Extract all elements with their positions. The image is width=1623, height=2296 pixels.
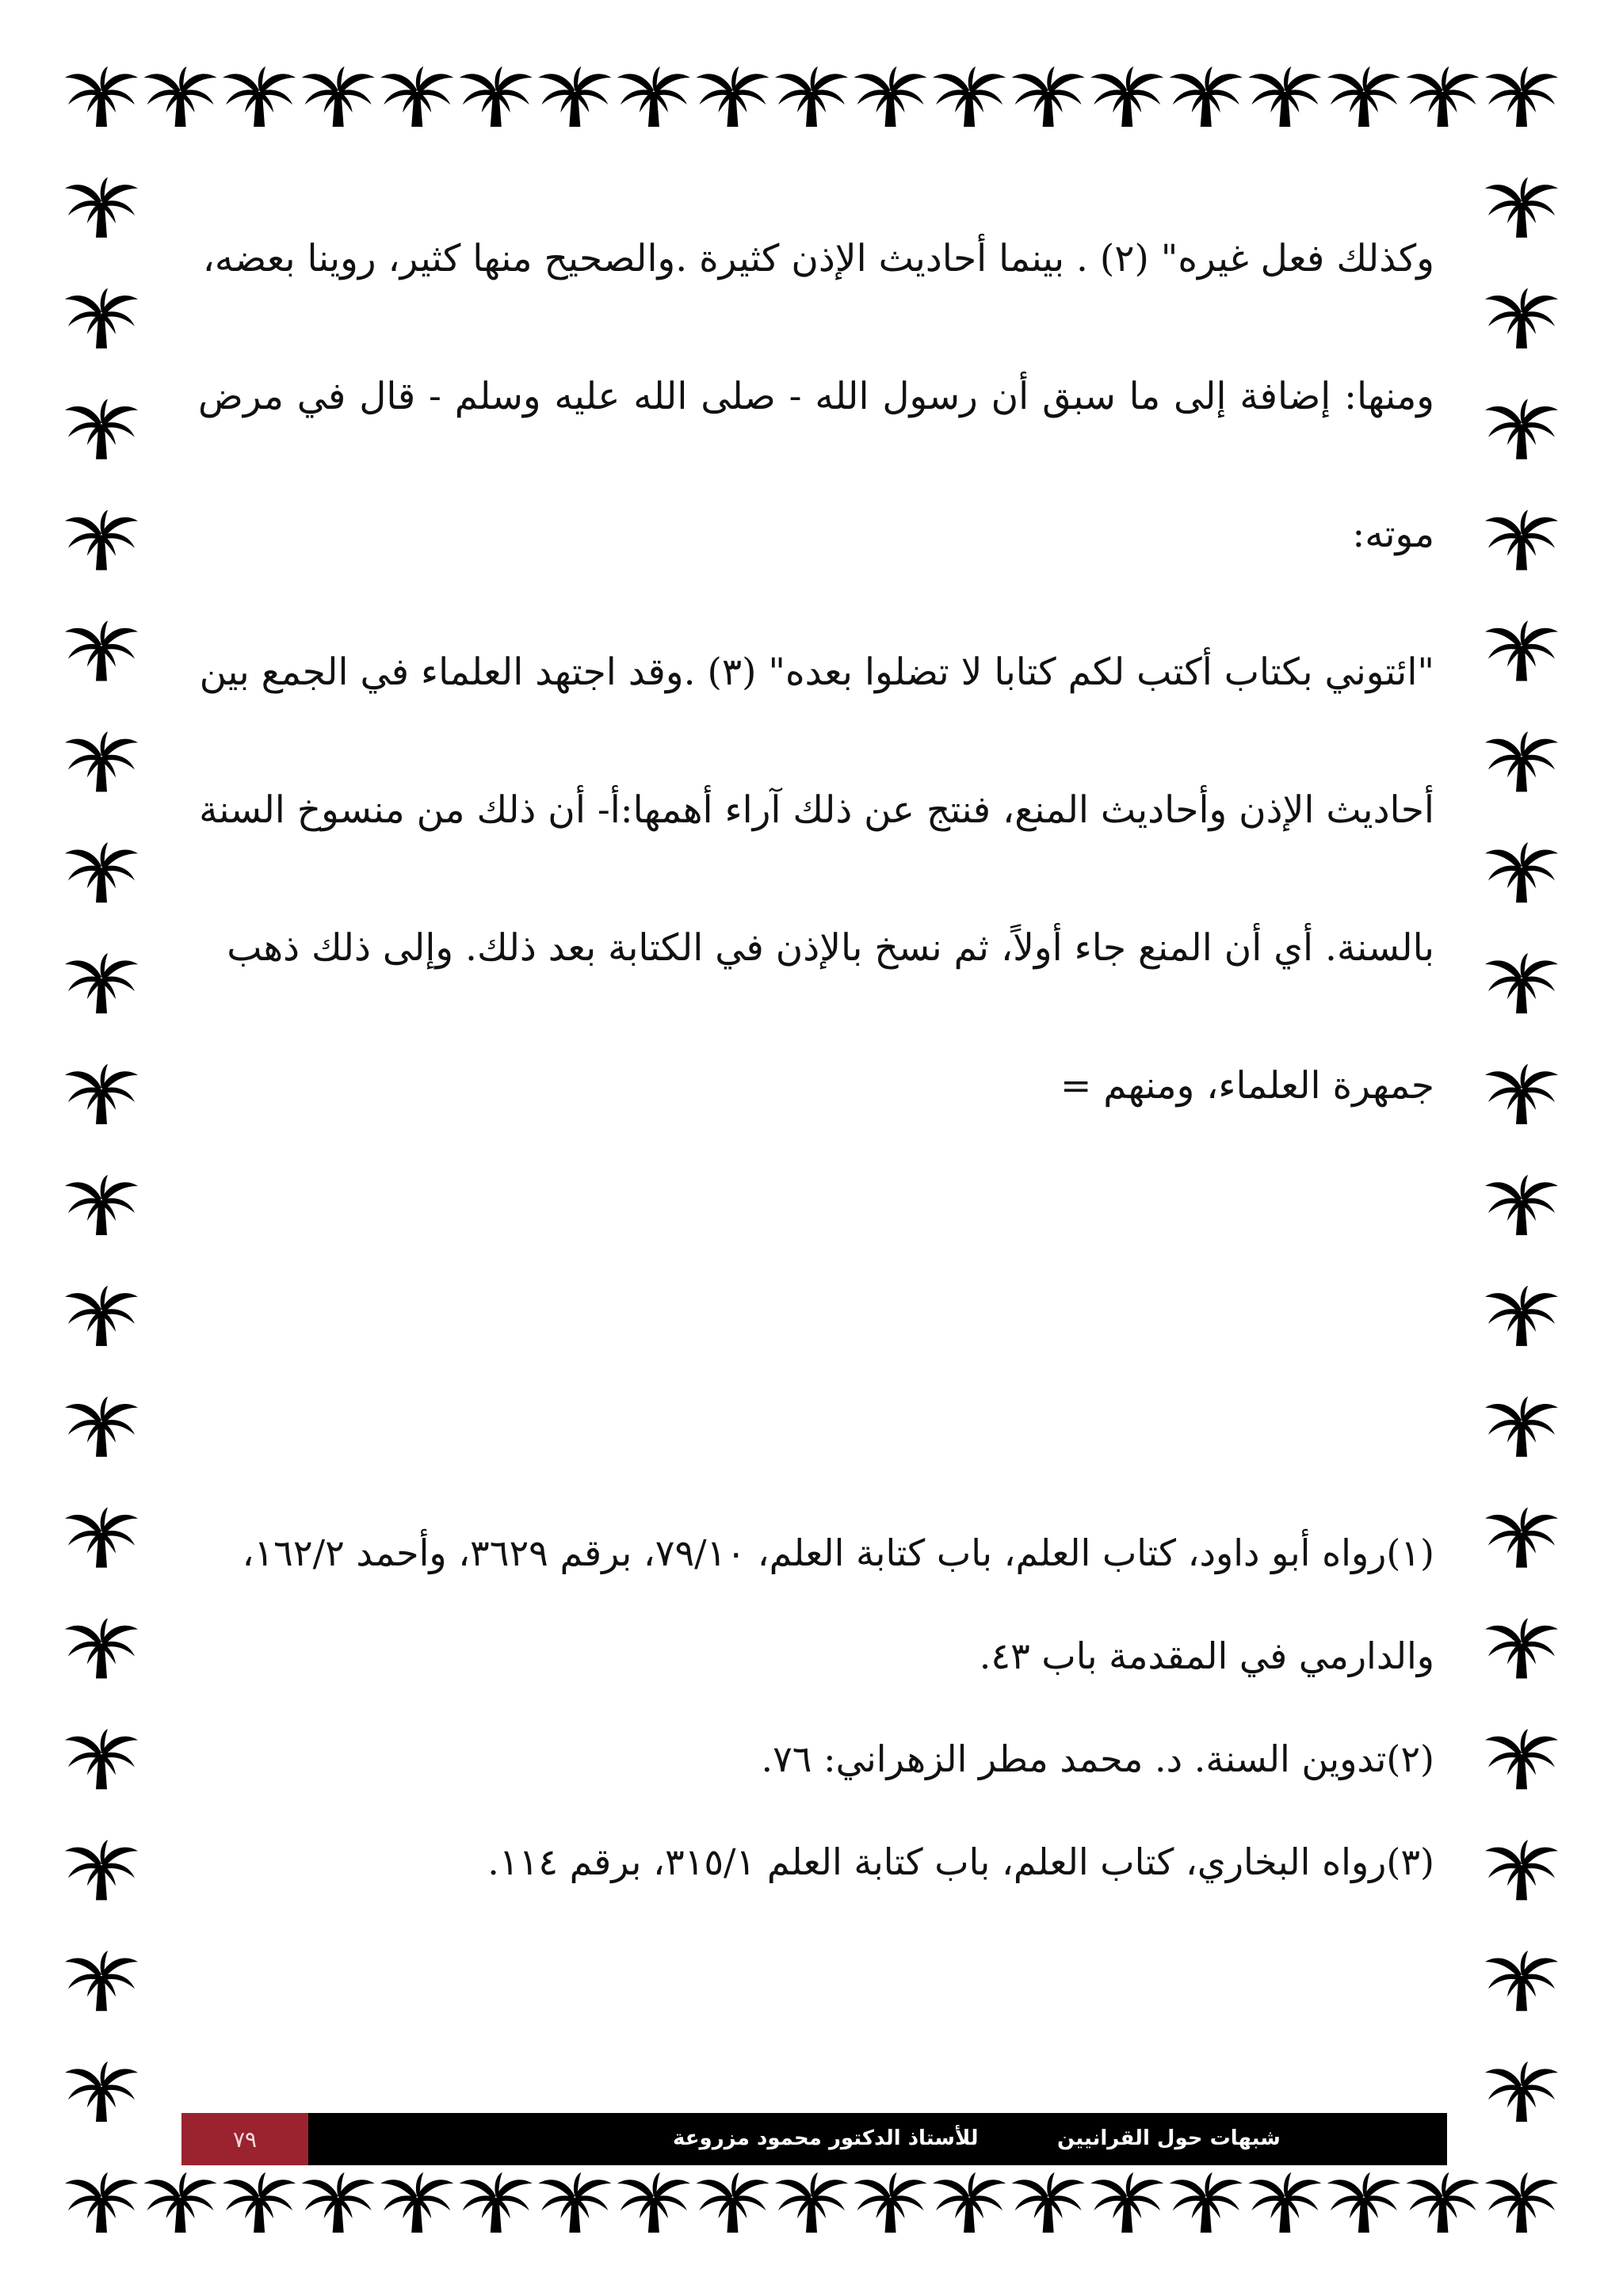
palm-tree-icon xyxy=(223,67,296,127)
body-line: بالسنة. أي أن المنع جاء أولاً، ثم نسخ بالإذن في الكتابة بعد ذلك. وإلى ذلك ذهب xyxy=(227,926,1434,970)
palm-tree-icon xyxy=(1406,2172,1479,2233)
palm-tree-icon xyxy=(1090,67,1163,127)
palm-tree-icon xyxy=(1485,1064,1558,1124)
body-line: أحاديث الإذن وأحاديث المنع، فنتج عن ذلك آراء أهمها:أ- أن ذلك من منسوخ السنة xyxy=(199,788,1434,832)
palm-tree-icon xyxy=(1485,177,1558,238)
palm-tree-icon xyxy=(1485,510,1558,570)
palm-tree-icon xyxy=(1485,1951,1558,2011)
palm-tree-icon xyxy=(933,67,1006,127)
palm-tree-icon xyxy=(380,2172,453,2233)
palm-tree-icon xyxy=(1012,67,1085,127)
palm-tree-icon xyxy=(65,399,138,460)
body-line: وكذلك فعل غيره" (٢) . بينما أحاديث الإذن كثيرة .والصحيح منها كثير، روينا بعضه، xyxy=(202,237,1434,280)
footnote-line: (١)رواه أبو داود، كتاب العلم، باب كتابة العلم، ٧٩/١٠، برقم ٣٦٢٩، وأحمد ١٦٢/٢، xyxy=(242,1531,1434,1574)
palm-tree-icon xyxy=(65,1729,138,1789)
palm-tree-icon xyxy=(775,67,848,127)
palm-tree-icon xyxy=(1485,953,1558,1013)
palm-tree-icon xyxy=(1485,1840,1558,1900)
palm-tree-icon xyxy=(144,67,217,127)
palm-tree-icon xyxy=(617,67,690,127)
palm-tree-icon xyxy=(302,67,375,127)
palm-tree-icon xyxy=(65,2172,138,2233)
palm-tree-icon xyxy=(65,288,138,349)
palm-tree-icon xyxy=(1485,1397,1558,1457)
palm-tree-icon xyxy=(460,67,533,127)
palm-tree-icon xyxy=(65,1397,138,1457)
footnote-line: (٣)رواه البخاري، كتاب العلم، باب كتابة العلم ٣١٥/١، برقم ١١٤. xyxy=(487,1840,1434,1883)
palm-tree-icon xyxy=(144,2172,217,2233)
palm-tree-icon xyxy=(1170,2172,1243,2233)
palm-tree-icon xyxy=(1248,2172,1321,2233)
body-line: جمهرة العلماء، ومنهم = xyxy=(1060,1064,1434,1108)
palm-tree-icon xyxy=(1327,67,1400,127)
palm-tree-icon xyxy=(1485,2172,1558,2233)
body-line: "ائتوني بكتاب أكتب لكم كتابا لا تضلوا بعده" (٣) .وقد اجتهد العلماء في الجمع بين xyxy=(199,650,1434,694)
palm-tree-icon xyxy=(538,2172,611,2233)
palm-tree-icon xyxy=(1485,1508,1558,1568)
footnotes xyxy=(198,1501,1434,1913)
palm-tree-icon xyxy=(65,1175,138,1235)
palm-tree-icon xyxy=(1248,67,1321,127)
footnote-line: والدارمي في المقدمة باب ٤٣. xyxy=(979,1634,1434,1677)
palm-tree-icon xyxy=(696,2172,769,2233)
palm-tree-icon xyxy=(65,1064,138,1124)
palm-tree-icon xyxy=(65,1508,138,1568)
palm-tree-icon xyxy=(65,731,138,791)
palm-tree-icon xyxy=(1485,399,1558,460)
footnote-line: (٢)تدوين السنة. د. محمد مطر الزهراني: ٧٦. xyxy=(761,1737,1434,1780)
palm-tree-icon xyxy=(538,67,611,127)
palm-tree-icon xyxy=(1090,2172,1163,2233)
palm-tree-icon xyxy=(1485,1175,1558,1235)
main-body-text xyxy=(198,190,1434,1155)
palm-tree-icon xyxy=(65,1840,138,1900)
palm-tree-icon xyxy=(65,620,138,681)
page-footer xyxy=(181,2113,1447,2165)
palm-tree-icon xyxy=(1485,1729,1558,1789)
palm-tree-icon xyxy=(775,2172,848,2233)
palm-tree-icon xyxy=(380,67,453,127)
body-line: ومنها: إضافة إلى ما سبق أن رسول الله - صلى الله عليه وسلم - قال في مرض موته: xyxy=(198,375,1434,556)
palm-tree-icon xyxy=(617,2172,690,2233)
palm-tree-icon xyxy=(1485,620,1558,681)
palm-tree-icon xyxy=(65,67,138,127)
palm-tree-icon xyxy=(854,67,927,127)
palm-tree-icon xyxy=(696,67,769,127)
palm-tree-icon xyxy=(1170,67,1243,127)
palm-tree-icon xyxy=(1485,1286,1558,1346)
palm-tree-icon xyxy=(65,1951,138,2011)
palm-tree-icon xyxy=(302,2172,375,2233)
palm-tree-icon xyxy=(1012,2172,1085,2233)
palm-tree-icon xyxy=(1485,842,1558,902)
palm-tree-icon xyxy=(854,2172,927,2233)
palm-tree-icon xyxy=(65,842,138,902)
palm-tree-icon xyxy=(1485,2061,1558,2122)
palm-tree-icon xyxy=(1485,1619,1558,1679)
palm-tree-icon xyxy=(65,510,138,570)
palm-tree-icon xyxy=(933,2172,1006,2233)
palm-tree-icon xyxy=(65,177,138,238)
palm-tree-icon xyxy=(65,953,138,1013)
page-number: ٧٩ xyxy=(181,2113,308,2165)
footer-author: للأستاذ الدكتور محمود مزروعة xyxy=(673,2126,979,2150)
palm-tree-icon xyxy=(460,2172,533,2233)
palm-tree-icon xyxy=(65,1619,138,1679)
palm-tree-icon xyxy=(223,2172,296,2233)
palm-tree-icon xyxy=(1406,67,1479,127)
palm-tree-icon xyxy=(65,2061,138,2122)
palm-tree-icon xyxy=(1327,2172,1400,2233)
palm-tree-icon xyxy=(1485,288,1558,349)
palm-tree-icon xyxy=(1485,67,1558,127)
palm-tree-icon xyxy=(65,1286,138,1346)
footer-book-title: شبهات حول القرانيين xyxy=(1057,2126,1281,2150)
palm-tree-icon xyxy=(1485,731,1558,791)
